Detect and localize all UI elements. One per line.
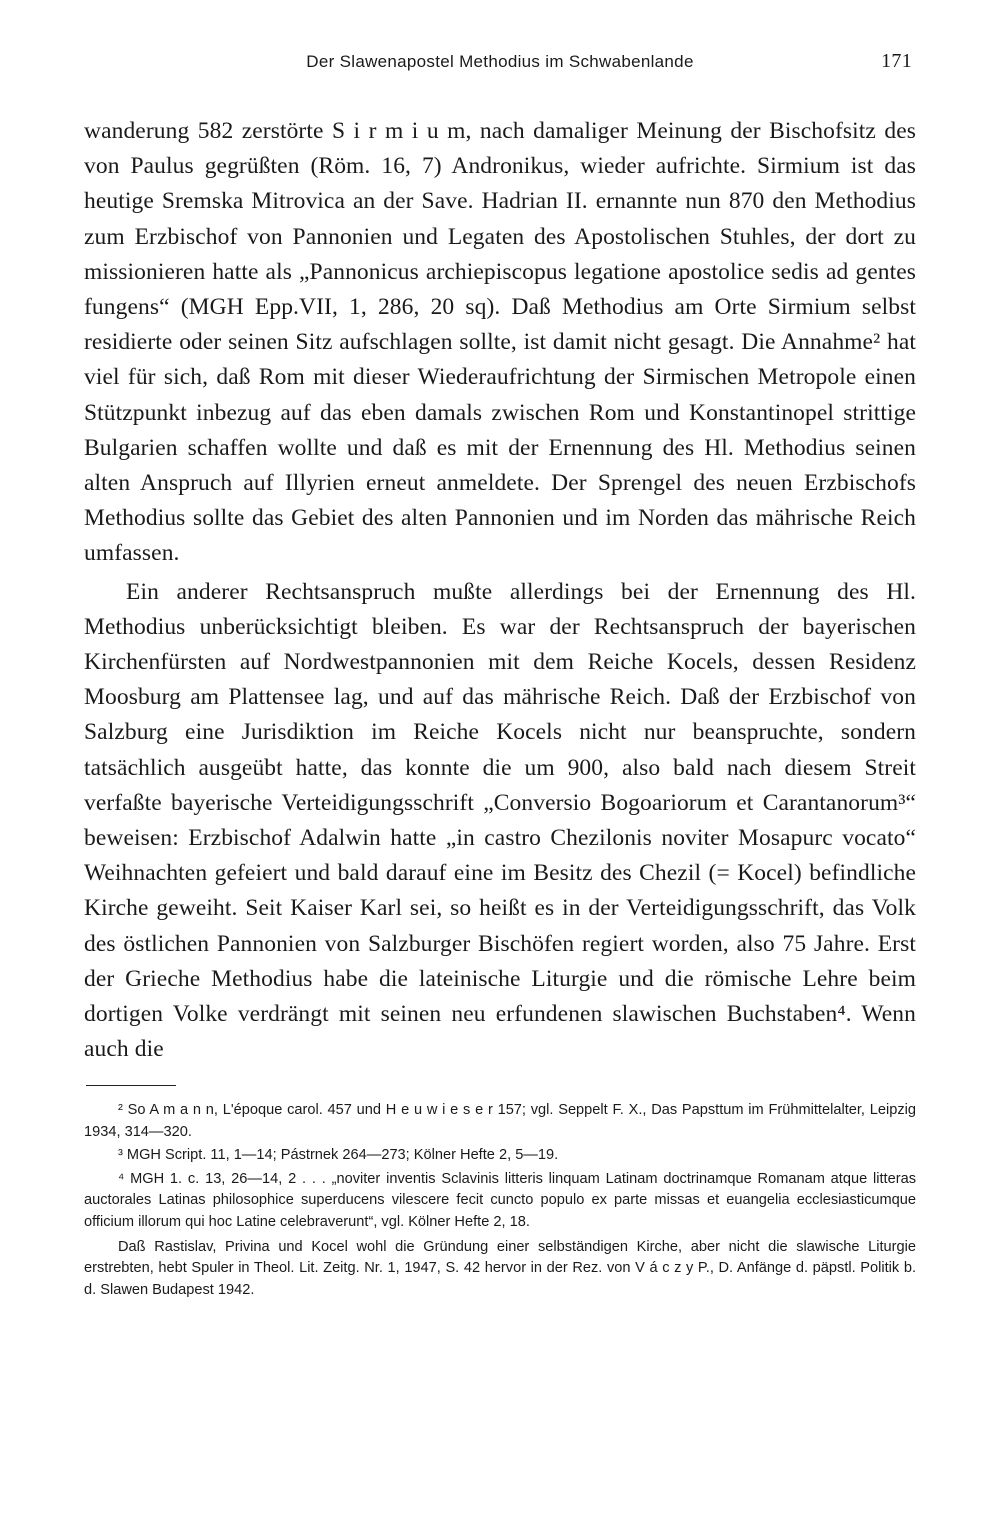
- paragraph-2: Ein anderer Rechtsanspruch mußte allerdings bei der Ernennung des Hl. Methodius unberücksichtigt bleiben. Es war der Rechtsanspruch der bayerischen Kirchenfürsten auf Nordwestpannonien mit dem Reiche Kocels, dessen Residenz Moosburg am Plattensee lag, und auf das mährische Reich. Daß der Erzbischof von Salzburg eine Jurisdiktion im Reiche Kocels nicht nur beanspruchte, sondern tatsächlich ausgeübt hatte, das konnte die um 900, also bald nach diesem Streit verfaßte bayerische Verteidigungsschrift „Conversio Bogoariorum et Carantanorum³“ beweisen: Erzbischof Adalwin hatte „in castro Chezilonis noviter Mosapurc vocato“ Weihnachten gefeiert und bald darauf eine im Besitz des Chezil (= Kocel) befindliche Kirche geweiht. Seit Kaiser Karl sei, so heißt es in der Verteidigungsschrift, das Volk des östlichen Pannonien von Salzburger Bischöfen regiert worden, also 75 Jahre. Erst der Grieche Methodius habe die lateinische Liturgie und die römische Lehre beim dortigen Volke verdrängt mit seinen neu erfundenen slawischen Buchstaben⁴. Wenn auch die: [84, 578, 916, 1063]
- footnote-2: ² So A m a n n, L'époque carol. 457 und H e u w i e s e r 157; vgl. Seppelt F. X., Das Papsttum im Frühmittelalter, Leipzig 1934, 314—320.: [84, 1102, 916, 1140]
- paragraph-1: wanderung 582 zerstörte S i r m i u m, nach damaliger Meinung der Bischofsitz des von Paulus gegrüßten (Röm. 16, 7) Andronikus, wieder aufrichte. Sirmium ist das heutige Sremska Mitrovica an der Save. Hadrian II. ernannte nun 870 den Methodius zum Erzbischof von Pannonien und Legaten des Apostolischen Stuhles, der dort zu missionieren hatte als „Pannonicus archiepiscopus legatione apostolice sedis ad gentes fungens“ (MGH Epp.VII, 1, 286, 20 sq). Daß Methodius am Orte Sirmium selbst residierte oder seinen Sitz aufschlagen sollte, ist damit nicht gesagt. Die Annahme² hat viel für sich, daß Rom mit dieser Wiederaufrichtung der Sirmischen Metropole einen Stützpunkt inbezug auf das eben damals zwischen Rom und Konstantinopel strittige Bulgarien schaffen wollte und daß es mit der Ernennung des Hl. Methodius seinen alten Anspruch auf Illyrien erneut anmeldete. Der Sprengel des neuen Erzbischofs Methodius sollte das Gebiet des alten Pannonien und im Norden das mährische Reich umfassen.: [84, 118, 916, 567]
- document-page: [84, 44, 916, 1303]
- footnote-4: ⁴ MGH 1. c. 13, 26—14, 2 . . . „noviter inventis Sclavinis litteris linquam Latinam doctrinamque Romanam atque litteras auctorales Latinas philosophice superducens vilescere fecit cuncto populo ex parte missas et euangelia ecclesiasticumque officium illorum qui hoc Latine celebraverunt“, vgl. Kölner Hefte 2, 18.: [84, 1170, 916, 1230]
- page-number: 171: [881, 50, 912, 72]
- body-text: [84, 114, 916, 1067]
- footnotes: [84, 1100, 916, 1301]
- running-title: Der Slawenapostel Methodius im Schwabenlande: [306, 52, 694, 71]
- footnote-divider: [86, 1085, 176, 1086]
- footnote-3: ³ MGH Script. 11, 1—14; Pástrnek 264—273; Kölner Hefte 2, 5—19.: [118, 1147, 559, 1164]
- running-head: [84, 44, 916, 84]
- footnote-4-continuation: Daß Rastislav, Privina und Kocel wohl die Gründung einer selbständigen Kirche, aber nicht die slawische Liturgie erstrebten, hebt Spuler in Theol. Lit. Zeitg. Nr. 1, 1947, S. 42 hervor in der Rez. von V á c z y P., D. Anfänge d. päpstl. Politik b. d. Slawen Budapest 1942.: [84, 1238, 916, 1298]
